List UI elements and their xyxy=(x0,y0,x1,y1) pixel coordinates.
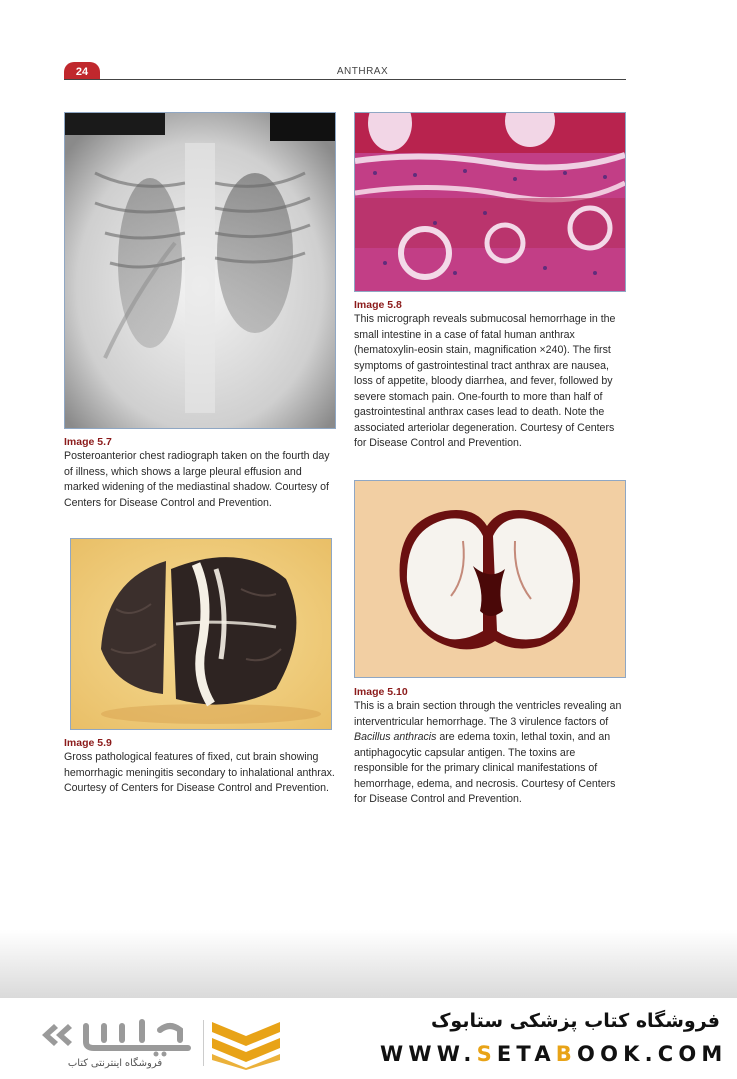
fixed-brain-image xyxy=(70,538,332,730)
store-url[interactable] xyxy=(380,1042,728,1066)
figure-label: Image 5.9 xyxy=(64,737,112,749)
page-number: 24 xyxy=(64,62,100,80)
micrograph-image xyxy=(354,112,626,292)
url-highlight-s: S xyxy=(476,1042,497,1066)
chest-radiograph-image xyxy=(64,112,336,429)
caption-image-5-8 xyxy=(354,298,626,452)
caption-image-5-9 xyxy=(64,736,336,797)
caption-image-5-7 xyxy=(64,435,336,511)
figure-caption-text-start: This is a brain section through the ventricles revealing an interventricular hemorrhage. The 3 virulence factors of xyxy=(354,700,622,728)
running-head: ANTHRAX xyxy=(336,66,389,77)
logo-divider xyxy=(203,1020,204,1066)
url-suffix: OOK.COM xyxy=(577,1042,728,1066)
url-highlight-b: B xyxy=(555,1042,578,1066)
page-shadow xyxy=(0,930,737,1000)
caption-image-5-10 xyxy=(354,685,626,808)
figure-label: Image 5.7 xyxy=(64,436,112,448)
logo-tagline: فروشگاه اینترنتی کتاب xyxy=(67,1058,163,1069)
setabook-logo-icon xyxy=(38,1012,198,1058)
url-prefix: WWW. xyxy=(380,1042,477,1066)
url-middle: ETA xyxy=(496,1042,556,1066)
figure-label: Image 5.10 xyxy=(354,686,408,698)
figure-caption-text: Posteroanterior chest radiograph taken on the fourth day of illness, which shows a large pleural effusion and marked widening of the mediastinal shadow. Courtesy of Centers for Disease Control and Prevention. xyxy=(64,450,330,509)
brain-section-image xyxy=(354,480,626,678)
header-rule xyxy=(64,79,626,80)
figure-caption-text-end: are edema toxin, lethal toxin, and an antiphagocytic capsular antigen. The toxins are responsible for the primary clinical manifestations of hemorrhage, edema, and necrosis. Courtesy of Centers for Disease Control and Prevention. xyxy=(354,731,616,805)
store-name: فروشگاه کتاب پزشکی ستابوک xyxy=(430,1010,720,1032)
figure-caption-text: Gross pathological features of fixed, cut brain showing hemorrhagic meningitis secondary to inhalational anthrax. Courtesy of Centers for Disease Control and Prevention. xyxy=(64,751,335,794)
figure-label: Image 5.8 xyxy=(354,299,402,311)
species-name: Bacillus anthracis xyxy=(354,731,437,743)
chevron-stack-icon xyxy=(210,1018,282,1070)
figure-caption-text: This micrograph reveals submucosal hemorrhage in the small intestine in a case of fatal human anthrax (hematoxylin-eosin stain, magnification ×240). The first symptoms of gastrointestinal tract anthrax are nausea, loss of appetite, bloody diarrhea, and fever, followed by severe stomach pain. One-fourth to more than half of gastrointestinal anthrax cases lead to death. Note the associated arteriolar degeneration. Courtesy of Centers for Disease Control and Prevention. xyxy=(354,313,616,449)
